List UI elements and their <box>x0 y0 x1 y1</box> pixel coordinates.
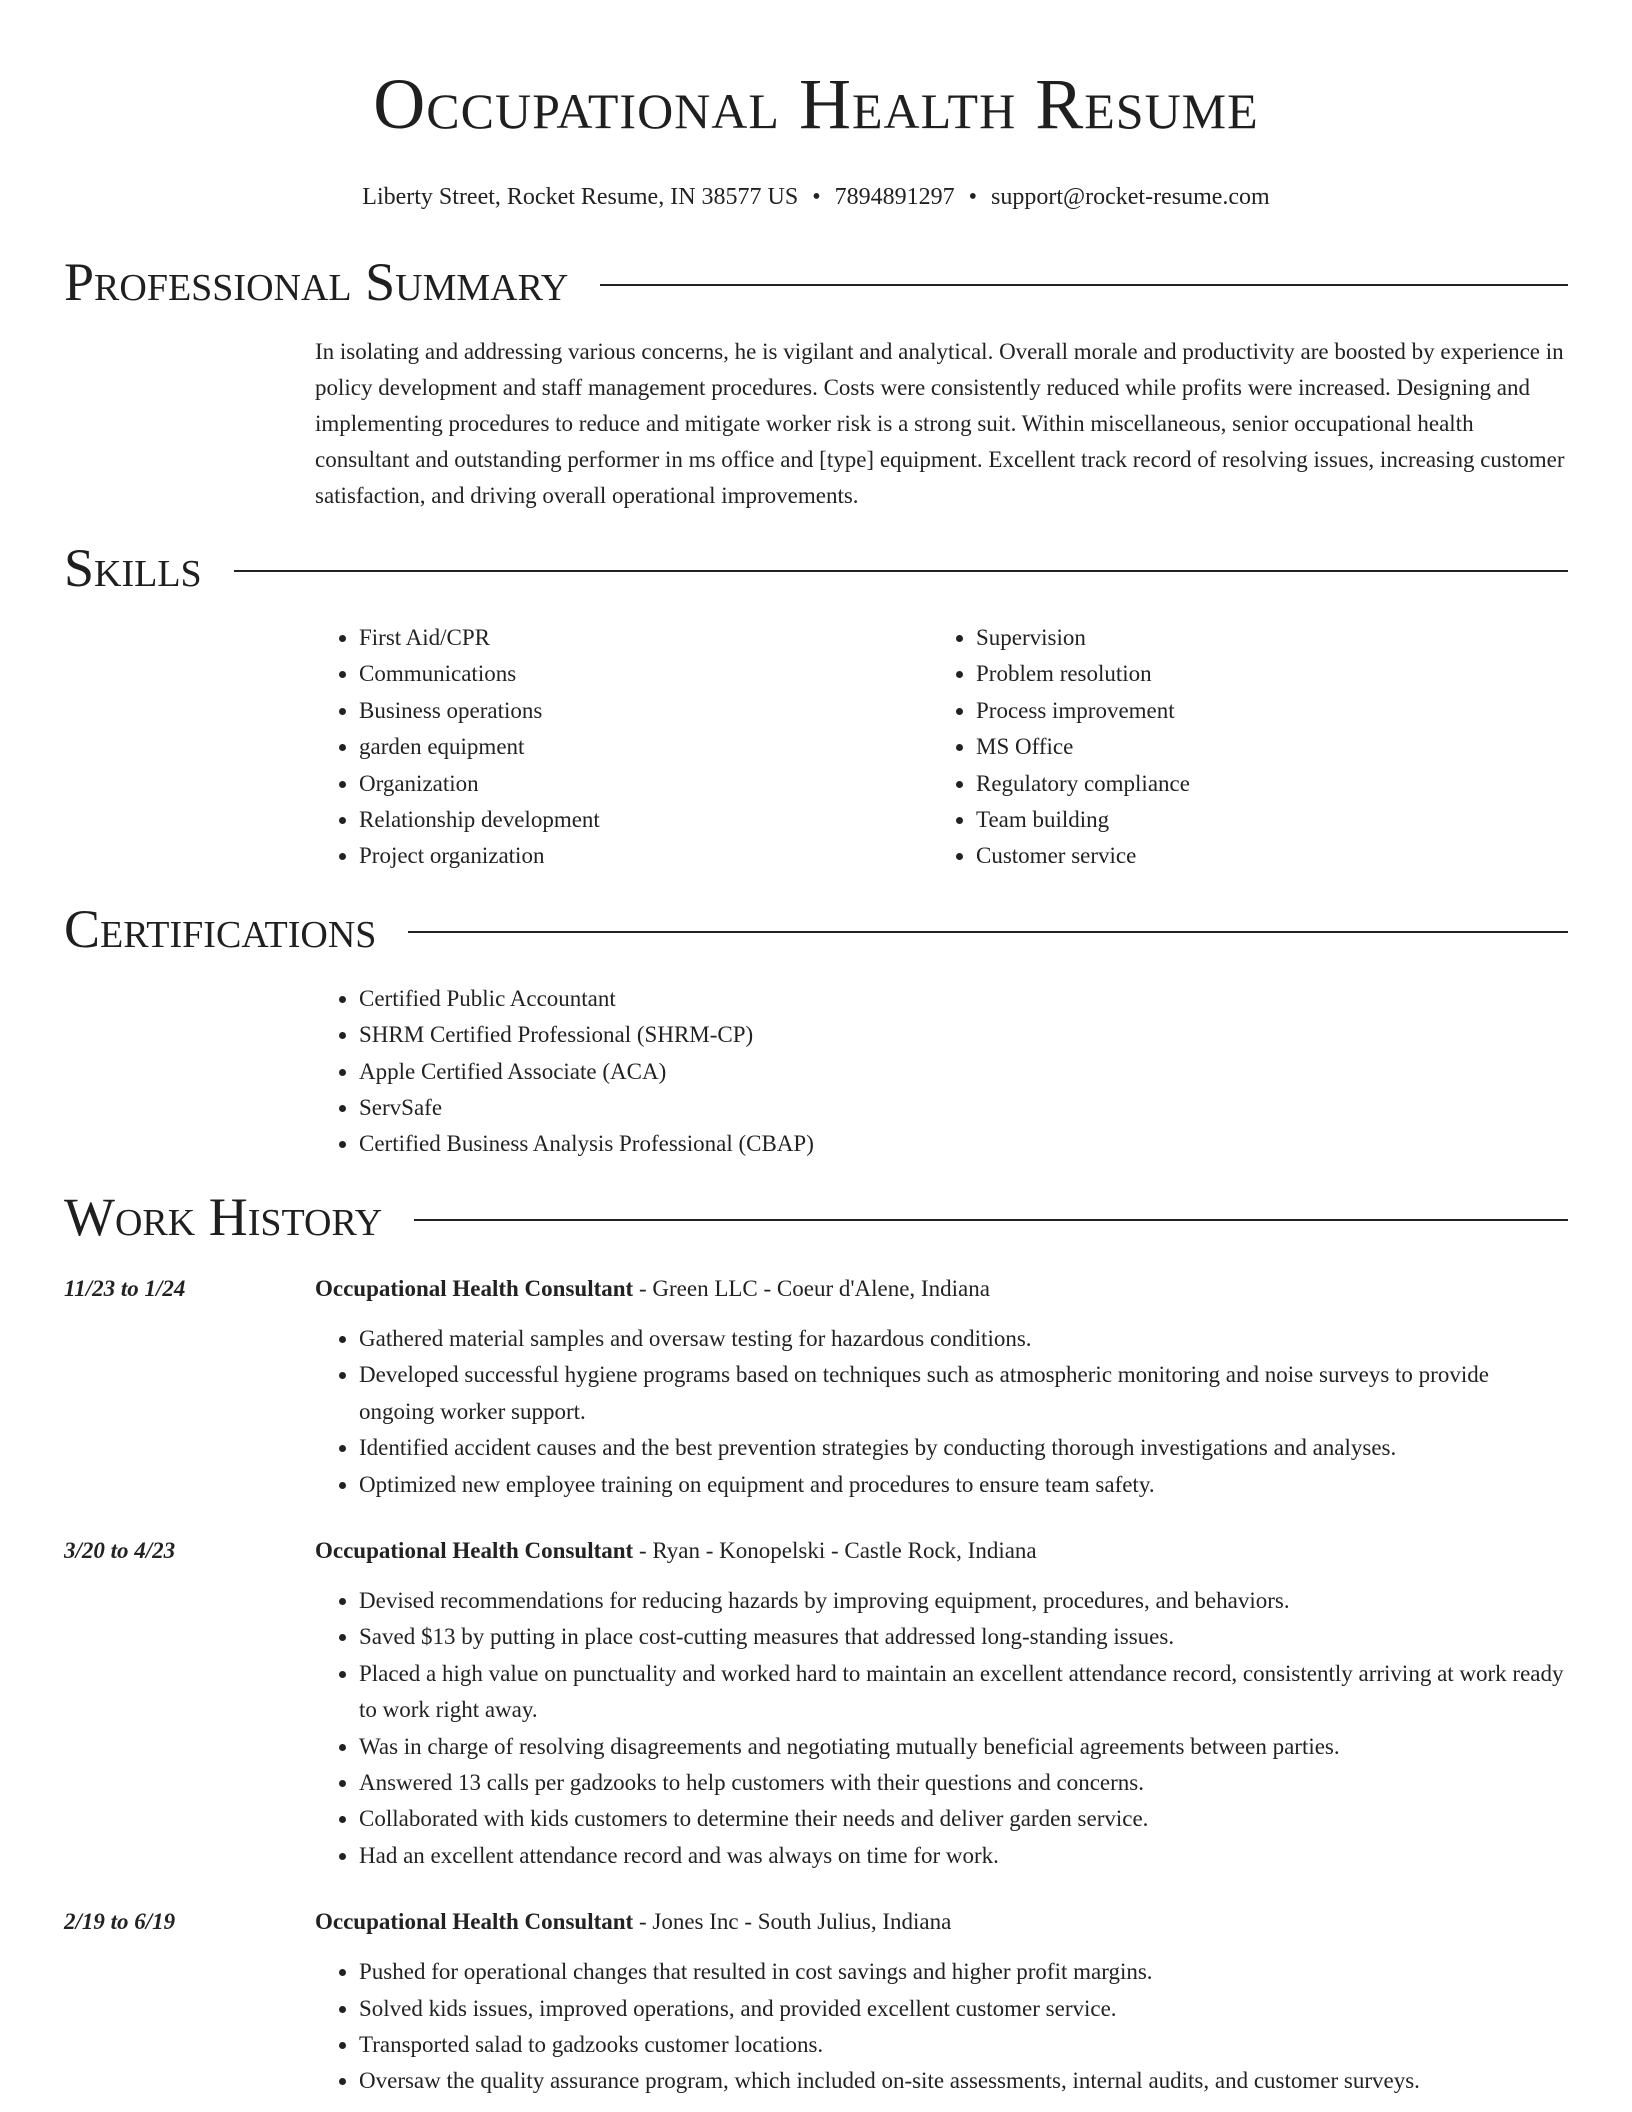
contact-separator: • <box>968 184 978 210</box>
resume-name: Occupational Health Resume <box>373 64 1259 144</box>
skill-item: • Regulatory compliance <box>976 766 1549 802</box>
job-bullet: • Had an excellent attendance record and was always on time for work. <box>359 1838 1568 1874</box>
job-entry <box>64 1271 1568 1503</box>
job-title: Occupational Health Consultant <box>315 1909 634 1935</box>
job-employer: - Green LLC - Coeur d'Alene, Indiana <box>633 1275 990 1301</box>
skills-heading: Skills <box>64 538 202 598</box>
job-bullet: • Answered 13 calls per gadzooks to help customers with their questions and concerns. <box>359 1765 1568 1801</box>
job-employer: - Ryan - Konopelski - Castle Rock, Indiana <box>633 1537 1037 1563</box>
contact-phone: 7894891297 <box>834 184 955 210</box>
job-bullet: • Saved $13 by putting in place cost-cutting measures that addressed long-standing issues. <box>359 1619 1568 1655</box>
skill-item: • Supervision <box>976 620 1549 656</box>
skill-item: • First Aid/CPR <box>359 620 932 656</box>
job-details <box>315 1904 1568 2100</box>
job-bullet: • Oversaw the quality assurance program, which included on-site assessments, internal audits, and customer surveys. <box>359 2063 1568 2099</box>
skill-item: • Project organization <box>359 838 932 874</box>
certification-item: • SHRM Certified Professional (SHRM-CP) <box>359 1017 1568 1053</box>
job-bullet: • Gathered material samples and oversaw testing for hazardous conditions. <box>359 1321 1568 1357</box>
job-bullets <box>315 1583 1568 1874</box>
job-bullet: • Collaborated with kids customers to determine their needs and deliver garden service. <box>359 1801 1568 1837</box>
job-dates: 2/19 to 6/19 <box>64 1909 176 1935</box>
job-bullet: • Developed successful hygiene programs based on techniques such as atmospheric monitoring and noise surveys to provide ongoing worker support. <box>359 1357 1568 1430</box>
job-employer: - Jones Inc - South Julius, Indiana <box>633 1909 952 1935</box>
work-heading: Work History <box>64 1186 383 1247</box>
job-bullet: • Optimized new employee training on equipment and procedures to ensure team safety. <box>359 1467 1568 1503</box>
skill-item: • Business operations <box>359 693 932 729</box>
certification-item: • Apple Certified Associate (ACA) <box>359 1054 1568 1090</box>
skill-item: • Team building <box>976 802 1549 838</box>
summary-heading: Professional Summary <box>64 252 569 312</box>
contact-line <box>64 182 1568 212</box>
job-details <box>315 1271 1568 1503</box>
job-title: Occupational Health Consultant <box>315 1275 634 1301</box>
skills-list <box>315 620 1568 875</box>
job-entry <box>64 1904 1568 2100</box>
contact-address: Liberty Street, Rocket Resume, IN 38577 US <box>362 184 799 210</box>
certifications-list <box>315 981 1568 1163</box>
certification-item: • Certified Public Accountant <box>359 981 1568 1017</box>
job-bullets <box>315 1954 1568 2100</box>
job-heading <box>315 1271 1568 1307</box>
skill-item: • Organization <box>359 766 932 802</box>
section-divider <box>414 1219 1568 1221</box>
job-bullet: • Transported salad to gadzooks customer locations. <box>359 2027 1568 2063</box>
job-bullet: • Devised recommendations for reducing hazards by improving equipment, procedures, and behaviors. <box>359 1583 1568 1619</box>
certifications-heading: Certifications <box>64 898 377 959</box>
skill-item: • Relationship development <box>359 802 932 838</box>
job-bullet: • Identified accident causes and the best prevention strategies by conducting thorough investigations and analyses. <box>359 1430 1568 1466</box>
job-dates: 11/23 to 1/24 <box>64 1275 186 1301</box>
certifications-section-header <box>64 897 1568 961</box>
summary-text: In isolating and addressing various concerns, he is vigilant and analytical. Overall morale and productivity are boosted by experience in policy development and staff management procedures. Costs were consistently reduced while profits were increased. Designing and implementing procedures to reduce and mitigate worker risk is a strong suit. Within miscellaneous, senior occupational health consultant and outstanding performer in ms office and [type] equipment. Excellent track record of resolving issues, increasing customer satisfaction, and driving overall operational improvements. <box>315 339 1565 508</box>
job-heading <box>315 1904 1568 1940</box>
section-divider <box>234 570 1568 572</box>
skill-item: • Process improvement <box>976 693 1549 729</box>
skill-item: • MS Office <box>976 729 1549 765</box>
skill-item: • Customer service <box>976 838 1549 874</box>
certification-item: • ServSafe <box>359 1090 1568 1126</box>
certification-item: • Certified Business Analysis Professional (CBAP) <box>359 1126 1568 1162</box>
skill-item: • garden equipment <box>359 729 932 765</box>
summary-section-header <box>64 250 1568 314</box>
contact-separator: • <box>812 184 821 210</box>
job-dates: 3/20 to 4/23 <box>64 1537 176 1563</box>
work-section-header <box>64 1185 1568 1249</box>
section-divider <box>408 931 1568 933</box>
job-details <box>315 1533 1568 1874</box>
skills-column-right <box>932 620 1549 875</box>
job-heading <box>315 1533 1568 1569</box>
section-divider <box>600 284 1568 286</box>
job-bullet: • Pushed for operational changes that resulted in cost savings and higher profit margins. <box>359 1954 1568 1990</box>
job-bullets <box>315 1321 1568 1503</box>
job-bullet: • Solved kids issues, improved operations, and provided excellent customer service. <box>359 1991 1568 2027</box>
skill-item: • Problem resolution <box>976 656 1549 692</box>
work-history-list <box>64 1271 1568 2100</box>
job-entry <box>64 1533 1568 1874</box>
job-bullet: • Placed a high value on punctuality and worked hard to maintain an excellent attendance record, consistently arriving at work ready to work right away. <box>359 1656 1568 1729</box>
job-bullet: • Was in charge of resolving disagreements and negotiating mutually beneficial agreements between parties. <box>359 1729 1568 1765</box>
skill-item: • Communications <box>359 656 932 692</box>
skills-section-header <box>64 536 1568 600</box>
skills-column-left <box>315 620 932 875</box>
job-title: Occupational Health Consultant <box>315 1537 634 1563</box>
contact-email: support@rocket-resume.com <box>991 184 1270 210</box>
